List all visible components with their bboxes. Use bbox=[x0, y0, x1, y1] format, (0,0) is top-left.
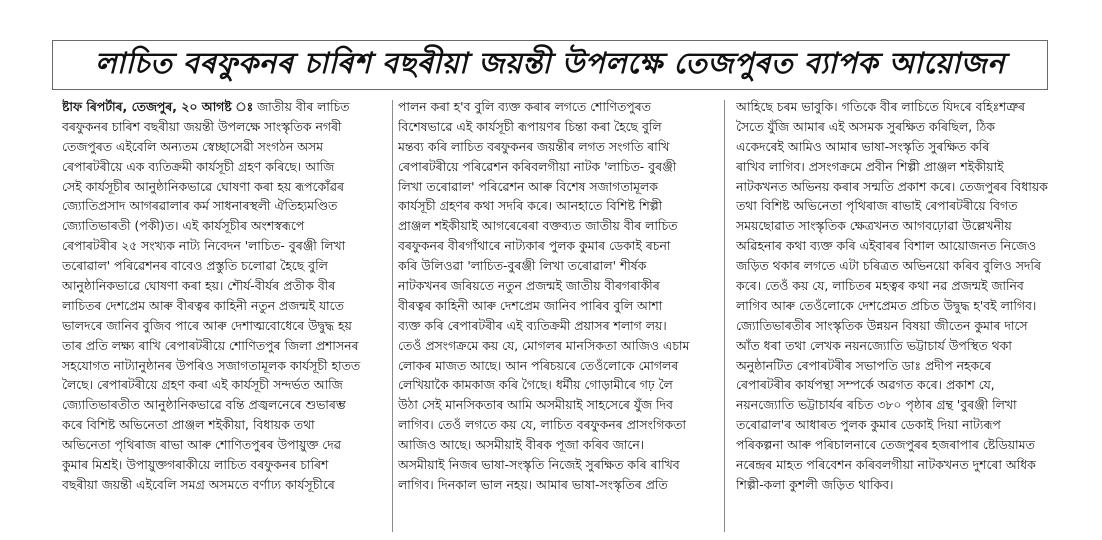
article-line: মন্তব্য কৰি লাচিত বৰফুকনৰ জয়ন্তীৰ লগত সংগতি ৰাখি bbox=[398, 139, 670, 154]
article-line: অভিনেতা পৃথিৰাজ ৰাভা আৰু শোণিতপুৰৰ উপায়ুক্ত দেৱ bbox=[62, 438, 342, 453]
article-line: অৱিহনাৰ কথা ব্যক্ত কৰি এইবাৰৰ বিশাল আয়োজনত নিজেও bbox=[736, 239, 1037, 254]
article-line: কাৰ্যসূচী গ্ৰহণৰ কথা সদৰি কৰে। আনহাতে বিশিষ্ট শিল্পী bbox=[398, 199, 663, 214]
article-line: কুমাৰ মিশ্ৰই। উপায়ুক্তগৰাকীয়ে লাচিত বৰফুকনৰ চাৰিশ bbox=[62, 458, 329, 473]
article-line: নৰেন্দ্ৰৰ মাহত পৰিবেশন কৰিবলগীয়া নাটকখনত দুশৰো অধিক bbox=[736, 458, 1036, 473]
article-line: তথা বিশিষ্ট অভিনেতা পৃথিৰাজ ৰাভাই ৰেপাৰটৰীয়ে বিগত bbox=[736, 199, 1018, 214]
article-line: নাটকখনত অভিনয় কৰাৰ সন্মতি প্ৰকাশ কৰে। তেজপুৰৰ বিধায়ক bbox=[736, 179, 1048, 194]
article-line: অনুষ্ঠানটিত ৰেপাৰটৰীৰ সভাপতি ডাঃ প্ৰদীপ নহকৰে bbox=[736, 358, 992, 373]
article-line: আহিছে চৰম ভাবুকি। গতিকে বীৰ লাচিতে যিদৰে বহিঃশত্ৰুৰ bbox=[736, 100, 1026, 114]
headline: লাচিত বৰফুকনৰ চাৰিশ বছৰীয়া জয়ন্তী উপলক্ষে তেজপুৰত ব্যাপক আয়োজন bbox=[94, 45, 1005, 80]
article-line: একেদৰেই আমিও আমাৰ ভাষা-সংস্কৃতি সুৰক্ষিত কৰি bbox=[736, 139, 990, 154]
article-line: আঁত ধৰা তথা লেখক নয়নজ্যোতি ভট্টাচাৰ্য উপস্থিত থকা bbox=[736, 338, 1012, 353]
article-line: জড়িত থকাৰ লগতে এটা চৰিত্ৰত অভিনয়ো কৰিব বুলিও সদৰি bbox=[736, 259, 1041, 274]
article-line: জ্যোতিভাৰতীৰ সাংস্কৃতিক উন্নয়ন বিষয়া জীতেন কুমাৰ দাসে bbox=[736, 318, 1028, 333]
article-line: উঠা সেই মানসিকতাৰ আমি অসমীয়াই সাহসেৰে যুঁজ দিব bbox=[398, 398, 673, 413]
article-line: সৈতে যুঁজি আমাৰ এই অসমক সুৰক্ষিত কৰিছিল, ঠিক bbox=[736, 119, 995, 134]
article-line: বৰফুকনৰ বীৰগাঁথাৰে নাট্যকাৰ পুলক কুমাৰ ডেকাই ৰচনা bbox=[398, 239, 671, 254]
article-line: লাগিব। দিনকাল ভাল নহয়। আমাৰ ভাষা-সংস্কৃতিৰ প্ৰতি bbox=[398, 477, 668, 492]
article-column-1 bbox=[62, 98, 384, 536]
dateline: ষ্টাফ ৰিপৰ্টাৰ, তেজপুৰ, ২০ আগষ্ট ঃ bbox=[62, 100, 254, 114]
article-line: জ্যোতিভাৰতীত আনুষ্ঠানিকভাৱে বন্তি প্ৰজ্বলনেৰে শুভাৰম্ভ bbox=[62, 398, 346, 413]
article-line: নাটকখনৰ জৰিয়তে নতুন প্ৰজন্মই জাতীয় বীৰগৰাকীৰ bbox=[398, 279, 660, 294]
article-line: আজিও আছে। অসমীয়াই বীৰক পূজা কৰিব জানে। bbox=[398, 438, 645, 453]
article-line: সেই কাৰ্যসূচীৰ আনুষ্ঠানিকভাৱে ঘোষণা কৰা হয় ৰূপকোঁৱৰ bbox=[62, 179, 344, 194]
article-line: সহযোগত নাট্যানুষ্ঠানৰ উপৰিও সজাগতামূলক কাৰ্যসূচী হাতত bbox=[62, 358, 361, 373]
article-line: সময়ছোৱাত সাংস্কৃতিক ক্ষেত্ৰখনত আগবঢ়োৱা উল্লেখনীয় bbox=[736, 219, 1012, 234]
article-line: লাগিব আৰু তেওঁলোকে দেশপ্ৰেমত প্ৰচিত উদ্বুদ্ধ হ'বই লাগিব। bbox=[736, 298, 1037, 313]
article-body bbox=[62, 98, 1062, 536]
article-line: নয়নজ্যোতি ভট্টাচাৰ্যৰ ৰচিত ৩৮০ পৃষ্ঠাৰ গ্ৰন্থ 'বুৰঞ্জী লিখা bbox=[736, 398, 1017, 413]
article-line: তৰোৱাল' পৰিৱেশনৰ বাবেও প্ৰস্তুতি চলোৱা হৈছে বুলি bbox=[62, 259, 328, 274]
article-line: কৰে বিশিষ্ট অভিনেতা প্ৰাঞ্জল শইকীয়া, বিধায়ক তথা bbox=[62, 418, 315, 433]
article-line: বীৰত্বৰ কাহিনী আৰু দেশপ্ৰেম জানিব পাৰিব বুলি আশা bbox=[398, 298, 663, 313]
article-line: পৰিকল্পনা আৰু পৰিচালনাৰে তেজপুৰৰ হজৰাপাৰ ষ্টেডিয়ামত bbox=[736, 438, 1035, 453]
article-line: জ্যোতিভাৰতী (পকী)ত। এই কাৰ্যসূচীৰ অংশস্বৰূপে bbox=[62, 219, 305, 234]
article-column-2 bbox=[398, 98, 728, 536]
article-line: তাৰ প্ৰতি লক্ষ্য ৰাখি ৰেপাৰটৰীয়ে শোণিতপুৰ জিলা প্ৰশাসনৰ bbox=[62, 338, 359, 353]
article-line: অসমীয়াই নিজৰ ভাষা-সংস্কৃতি নিজেই সুৰক্ষিত কৰি ৰাখিব bbox=[398, 458, 680, 473]
article-line: ৰেপাৰটৰীৰ ২৫ সংখ্যক নাট্য নিবেদন 'লাচিত- বুৰঞ্জী লিখা bbox=[62, 239, 346, 254]
article-line: তৰোৱাল'ৰ আধাৰত পুলক কুমাৰ ডেকাই দিয়া নাট্যৰূপ bbox=[736, 418, 1001, 433]
article-line: কৰে। তেওঁ কয় যে, লাচিতৰ মহত্বৰ কথা নৱ প্ৰজন্মই জানিব bbox=[736, 279, 1024, 294]
article-line: ভালদৰে জানিব বুজিব পাৰে আৰু দেশাত্মবোধেৰে উদ্বুদ্ধ হয় bbox=[62, 318, 352, 333]
article-line: প্ৰাঞ্জল শইকীয়াই আগৰেৰেৰা বক্তব্যত জাতীয় বীৰ লাচিত bbox=[398, 219, 678, 234]
article-line: ব্যক্ত কৰি ৰেপাৰটৰীৰ এই ব্যতিক্ৰমী প্ৰয়াসৰ শলাগ লয়। bbox=[398, 318, 667, 333]
article-line: ৰেপাৰটৰীৰ কাৰ্যপন্থা সম্পৰ্কে অৱগত কৰে। প্ৰকাশ যে, bbox=[736, 378, 995, 393]
article-line: লাচিতৰ দেশপ্ৰেম আৰু বীৰত্বৰ কাহিনী নতুন প্ৰজন্মই যাতে bbox=[62, 298, 344, 313]
article-line: বিশেষভাৱে এই কাৰ্যসূচী ৰূপায়ণৰ চিন্তা কৰা হৈছে বুলি bbox=[398, 119, 662, 134]
article-line: আনুষ্ঠানিকভাৱে ঘোষণা কৰা হয়। শৌৰ্য-বীৰ্যৰ প্ৰতীক বীৰ bbox=[62, 279, 336, 294]
article-line: তেজপুৰত এইবেলি অন্যতম স্বেচ্ছাসেৱী সংগঠন অসম bbox=[62, 139, 323, 154]
article-line: লৈছে। ৰেপাৰটৰীয়ে গ্ৰহণ কৰা এই কাৰ্যসূচী সন্দৰ্ভত আজি bbox=[62, 378, 343, 393]
article-line: লিখা তৰোৱাল' পৰিৱেশন আৰু বিশেষ সজাগতামূলক bbox=[398, 179, 658, 194]
article-line: তেওঁ প্ৰসংগক্ৰমে কয় যে, মোগলৰ মানসিকতা আজিও এচাম bbox=[398, 338, 690, 353]
article-line bbox=[62, 98, 384, 118]
article-line: জ্যোতিপ্ৰসাদ আগৰৱালাৰ কৰ্ম সাধনাৰস্থলী ঐতিহ্যমণ্ডিত bbox=[62, 199, 338, 214]
article-line: বৰফুকনৰ চাৰিশ বছৰীয়া জয়ন্তী উপলক্ষে সাংস্কৃতিক নগৰী bbox=[62, 119, 342, 134]
article-line: পালন কৰা হ'ব বুলি ব্যক্ত কৰাৰ লগতে শোণিতপুৰত bbox=[398, 100, 651, 114]
article-line: বছৰীয়া জয়ন্তী এইবেলি সমগ্ৰ অসমতে বৰ্ণাঢ্য কাৰ্যসূচীৰে bbox=[62, 477, 335, 492]
article-line: ৰেপাৰটৰীয়ে পৰিৱেশন কৰিবলগীয়া নাটক 'লাচিত- বুৰঞ্জী bbox=[398, 159, 677, 174]
article-column-3 bbox=[736, 98, 1074, 536]
headline-box bbox=[52, 40, 1048, 90]
line-text: জাতীয় বীৰ লাচিত bbox=[257, 100, 350, 114]
article-line: লেখিয়াকৈ কামকাজ কৰি গৈছে। ধৰ্মীয় গোড়ামীৰে গঢ় লৈ bbox=[398, 378, 673, 393]
article-line: ৰাখিব লাগিব। প্ৰসংগক্ৰমে প্ৰবীন শিল্পী প্ৰাঞ্জল শইকীয়াই bbox=[736, 159, 1004, 174]
article-line: ৰেপাৰটৰীয়ে এক ব্যতিক্ৰমী কাৰ্যসূচী গ্ৰহণ কৰিছে। আজি bbox=[62, 159, 335, 174]
article-line: লোকৰ মাজত আছে। আন পৰিচয়ৰে তেওঁলোকে মোগলৰ bbox=[398, 358, 679, 373]
article-line: কৰি উলিওৱা 'লাচিত-বুৰঞ্জী লিখা তৰোৱাল' শীৰ্ষক bbox=[398, 259, 647, 274]
article-line: লাগিব। তেওঁ লগতে কয় যে, লাচিত বৰফুকনৰ প্ৰাসংগিকতা bbox=[398, 418, 686, 433]
article-line: শিল্পী-কলা কুশলী জড়িত থাকিব। bbox=[736, 477, 894, 492]
